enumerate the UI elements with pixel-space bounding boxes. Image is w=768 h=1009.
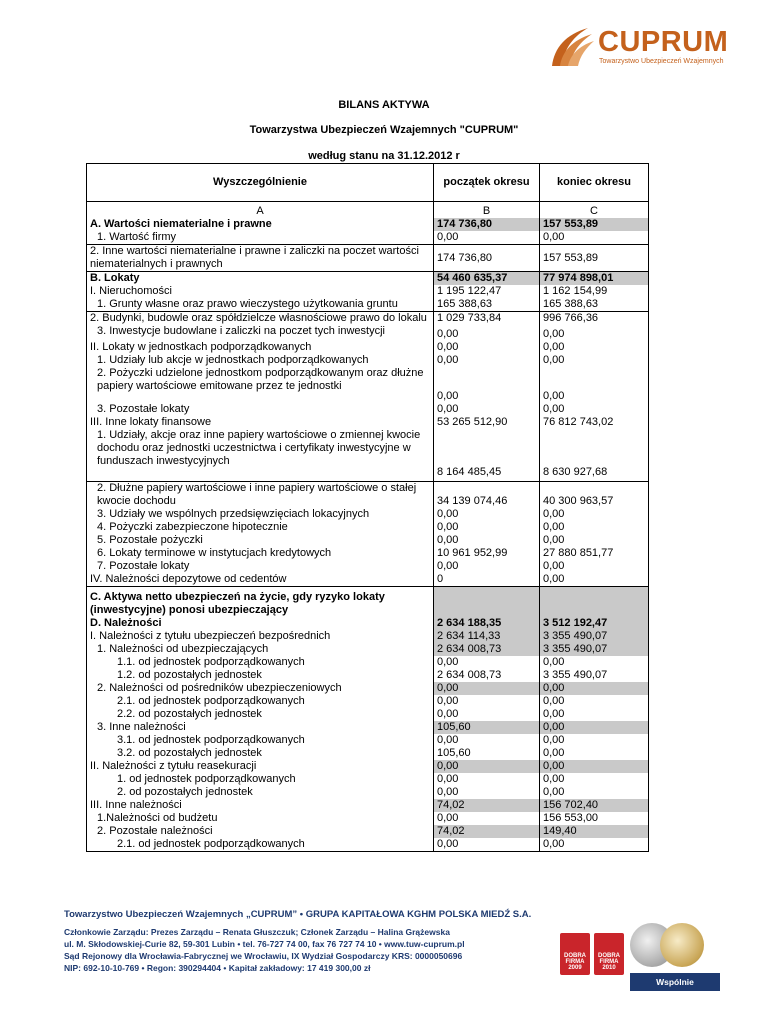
row-end: 0,00: [540, 773, 649, 786]
row-start: 0,00: [434, 682, 540, 695]
table-row: [87, 547, 649, 560]
row-label: 3.1. od jednostek podporządkowanych: [87, 734, 434, 747]
balance-table: [86, 163, 649, 852]
row-label: 1. Udziały, akcje oraz inne papiery wartościowe o zmiennej kwocie dochodu oraz jednostki uczestnictwa i certyfikaty inwestycyjne w funduszach inwestycyjnych: [87, 429, 434, 481]
row-start: 2 634 008,73: [434, 669, 540, 682]
row-end: 0,00: [540, 560, 649, 573]
row-start: 105,60: [434, 747, 540, 760]
row-label: 2.2. od pozostałych jednostek: [87, 708, 434, 721]
row-end: 8 630 927,68: [540, 429, 649, 481]
row-label: I. Nieruchomości: [87, 285, 434, 298]
row-end: 157 553,89: [540, 218, 649, 231]
document-title: BILANS AKTYWA: [338, 99, 430, 111]
row-start: 0,00: [434, 695, 540, 708]
table-row: [87, 799, 649, 812]
table-row: [87, 669, 649, 682]
table-header-row: [87, 164, 649, 202]
table-row: [87, 325, 649, 341]
dobra-firma-badge-icon: DOBRA FIRMA 2009: [560, 933, 590, 975]
table-row: [87, 630, 649, 643]
row-end: 0,00: [540, 403, 649, 416]
row-end: 149,40: [540, 825, 649, 838]
row-label: 2. Pozostałe należności: [87, 825, 434, 838]
row-start: 0,00: [434, 354, 540, 367]
row-label: II. Należności z tytułu reasekuracji: [87, 760, 434, 773]
row-label: 2. Dłużne papiery wartościowe i inne papiery wartościowe o stałej kwocie dochodu: [87, 481, 434, 508]
row-start: 0,00: [434, 656, 540, 669]
dobra-firma-badge-icon: DOBRA FIRMA 2010: [594, 933, 624, 975]
header-end: koniec okresu: [540, 164, 649, 202]
table-row: [87, 747, 649, 760]
table-row: [87, 656, 649, 669]
gold-medal-icon: [660, 923, 704, 967]
row-start: 54 460 635,37: [434, 272, 540, 286]
table-row: [87, 643, 649, 656]
row-start: 105,60: [434, 721, 540, 734]
row-label: 5. Pozostałe pożyczki: [87, 534, 434, 547]
row-end: 0,00: [540, 838, 649, 852]
table-row: [87, 367, 649, 403]
row-end: 0,00: [540, 354, 649, 367]
table-row: [87, 231, 649, 245]
row-label: 2. Pożyczki udzielone jednostkom podporządkowanym oraz dłużne papiery wartościowe emitowane przez te jednostki: [87, 367, 434, 403]
table-row: [87, 481, 649, 508]
row-label: 4. Pożyczki zabezpieczone hipotecznie: [87, 521, 434, 534]
header-description: Wyszczególnienie: [87, 164, 434, 202]
row-label: IV. Należności depozytowe od cedentów: [87, 573, 434, 587]
row-end: 0,00: [540, 367, 649, 403]
footer-company-line: Towarzystwo Ubezpieczeń Wzajemnych „CUPRUM” • GRUPA KAPITAŁOWA KGHM POLSKA MIEDŹ S.A.: [64, 909, 532, 920]
table-row: [87, 586, 649, 617]
row-label: III. Inne należności: [87, 799, 434, 812]
row-start: 0,00: [434, 760, 540, 773]
row-end: 0,00: [540, 708, 649, 721]
table-row: [87, 534, 649, 547]
row-start: 8 164 485,45: [434, 429, 540, 481]
row-end: 0,00: [540, 231, 649, 245]
row-end: 3 355 490,07: [540, 643, 649, 656]
row-start: 74,02: [434, 825, 540, 838]
row-label: 1.1. od jednostek podporządkowanych: [87, 656, 434, 669]
row-end: 0,00: [540, 325, 649, 341]
row-end: 1 162 154,99: [540, 285, 649, 298]
row-label: 1.Należności od budżetu: [87, 812, 434, 825]
row-label: 1. od jednostek podporządkowanych: [87, 773, 434, 786]
row-label: C. Aktywa netto ubezpieczeń na życie, gdy ryzyko lokaty (inwestycyjne) ponosi ubezpieczający: [87, 586, 434, 617]
table-row: [87, 521, 649, 534]
row-label: 1. Należności od ubezpieczających: [87, 643, 434, 656]
page-footer: [0, 905, 768, 1005]
row-start: 0,00: [434, 734, 540, 747]
row-end: 0,00: [540, 656, 649, 669]
row-end: 0,00: [540, 521, 649, 534]
row-end: 165 388,63: [540, 298, 649, 312]
table-row: [87, 403, 649, 416]
row-start: 74,02: [434, 799, 540, 812]
row-start: 165 388,63: [434, 298, 540, 312]
row-label: 7. Pozostałe lokaty: [87, 560, 434, 573]
row-label: I. Należności z tytułu ubezpieczeń bezpośrednich: [87, 630, 434, 643]
table-row: [87, 838, 649, 852]
row-start: 0: [434, 573, 540, 587]
row-start: 0,00: [434, 534, 540, 547]
row-end: 40 300 963,57: [540, 481, 649, 508]
footer-court-line: Sąd Rejonowy dla Wrocławia-Fabrycznej we Wrocławiu, IX Wydział Gospodarczy KRS: 0000050696: [64, 951, 463, 961]
row-end: 996 766,36: [540, 312, 649, 326]
row-start: 2 634 188,35: [434, 617, 540, 630]
row-label: B. Lokaty: [87, 272, 434, 286]
row-end: 0,00: [540, 734, 649, 747]
row-end: 0,00: [540, 747, 649, 760]
row-start: 1 195 122,47: [434, 285, 540, 298]
row-label: 2. od pozostałych jednostek: [87, 786, 434, 799]
company-title: Towarzystwa Ubezpieczeń Wzajemnych "CUPRUM": [249, 124, 519, 136]
logo-subtitle: Towarzystwo Ubezpieczeń Wzajemnych: [599, 58, 724, 65]
table-row: [87, 298, 649, 312]
row-start: 174 736,80: [434, 218, 540, 231]
row-end: 0,00: [540, 508, 649, 521]
row-start: 2 634 114,33: [434, 630, 540, 643]
row-start: 0,00: [434, 367, 540, 403]
row-start: 0,00: [434, 325, 540, 341]
table-row: [87, 429, 649, 481]
footer-board-line: Członkowie Zarządu: Prezes Zarządu – Renata Głuszczuk; Członek Zarządu – Halina Grążewska: [64, 927, 450, 937]
row-start: 0,00: [434, 838, 540, 852]
row-start: 0,00: [434, 708, 540, 721]
row-end: 3 512 192,47: [540, 617, 649, 630]
row-start: 0,00: [434, 403, 540, 416]
row-start: 0,00: [434, 521, 540, 534]
row-end: 0,00: [540, 760, 649, 773]
row-label: 1. Grunty własne oraz prawo wieczystego użytkowania gruntu: [87, 298, 434, 312]
column-letters-row: [87, 202, 649, 219]
row-start: 0,00: [434, 773, 540, 786]
letter-b: B: [434, 202, 540, 219]
table-row: [87, 695, 649, 708]
footer-address-line: ul. M. Skłodowskiej-Curie 82, 59-301 Lubin • tel. 76-727 74 00, fax 76 727 74 10 • www.tuw-cuprum.pl: [64, 939, 465, 949]
letter-c: C: [540, 202, 649, 219]
row-start: 34 139 074,46: [434, 481, 540, 508]
row-start: 0,00: [434, 560, 540, 573]
row-end: 0,00: [540, 721, 649, 734]
row-label: 3.2. od pozostałych jednostek: [87, 747, 434, 760]
row-end: 156 553,00: [540, 812, 649, 825]
row-label: 3. Udziały we wspólnych przedsięwzięciach lokacyjnych: [87, 508, 434, 521]
row-label: D. Należności: [87, 617, 434, 630]
table-row: [87, 508, 649, 521]
row-label: A. Wartości niematerialne i prawne: [87, 218, 434, 231]
row-end: 0,00: [540, 695, 649, 708]
row-start: 0,00: [434, 341, 540, 354]
logo-name: CUPRUM: [598, 26, 729, 58]
row-end: 157 553,89: [540, 245, 649, 272]
table-row: [87, 341, 649, 354]
row-label: III. Inne lokaty finansowe: [87, 416, 434, 429]
row-label: 2.1. od jednostek podporządkowanych: [87, 695, 434, 708]
row-label: 1.2. od pozostałych jednostek: [87, 669, 434, 682]
row-label: 2.1. od jednostek podporządkowanych: [87, 838, 434, 852]
row-end: 156 702,40: [540, 799, 649, 812]
table-row: [87, 760, 649, 773]
row-start: 10 961 952,99: [434, 547, 540, 560]
row-label: 3. Pozostałe lokaty: [87, 403, 434, 416]
table-row: [87, 245, 649, 272]
table-row: [87, 218, 649, 231]
table-row: [87, 825, 649, 838]
table-row: [87, 560, 649, 573]
row-end: 0,00: [540, 682, 649, 695]
table-row: [87, 734, 649, 747]
row-end: 76 812 743,02: [540, 416, 649, 429]
row-start: 53 265 512,90: [434, 416, 540, 429]
row-label: II. Lokaty w jednostkach podporządkowanych: [87, 341, 434, 354]
row-end: 77 974 898,01: [540, 272, 649, 286]
row-start: [434, 586, 540, 617]
table-row: [87, 682, 649, 695]
row-end: 0,00: [540, 573, 649, 587]
company-logo: [548, 22, 728, 72]
table-row: [87, 786, 649, 799]
row-label: 1. Wartość firmy: [87, 231, 434, 245]
row-start: 1 029 733,84: [434, 312, 540, 326]
cuprum-swoosh-icon: [548, 22, 598, 70]
footer-tax-line: NIP: 692-10-10-769 • Regon: 390294404 • Kapitał zakładowy: 17 419 300,00 zł: [64, 963, 371, 973]
row-end: 27 880 851,77: [540, 547, 649, 560]
slogan-banner: Wspólnie Bezpieczniej: [630, 973, 720, 991]
row-label: 2. Należności od pośredników ubezpieczeniowych: [87, 682, 434, 695]
table-row: [87, 573, 649, 587]
row-label: 3. Inne należności: [87, 721, 434, 734]
row-label: 6. Lokaty terminowe w instytucjach kredytowych: [87, 547, 434, 560]
row-start: 0,00: [434, 231, 540, 245]
table-row: [87, 312, 649, 326]
row-start: 2 634 008,73: [434, 643, 540, 656]
table-row: [87, 285, 649, 298]
row-end: 0,00: [540, 786, 649, 799]
letter-a: A: [87, 202, 434, 219]
row-end: [540, 586, 649, 617]
table-row: [87, 812, 649, 825]
row-start: 0,00: [434, 508, 540, 521]
row-label: 3. Inwestycje budowlane i zaliczki na poczet tych inwestycji: [87, 325, 434, 341]
date-title: według stanu na 31.12.2012 r: [308, 150, 460, 162]
table-row: [87, 354, 649, 367]
table-row: [87, 272, 649, 286]
header-start: początek okresu: [434, 164, 540, 202]
table-row: [87, 416, 649, 429]
row-start: 174 736,80: [434, 245, 540, 272]
row-label: 1. Udziały lub akcje w jednostkach podporządkowanych: [87, 354, 434, 367]
table-row: [87, 773, 649, 786]
row-end: 3 355 490,07: [540, 669, 649, 682]
row-end: 0,00: [540, 534, 649, 547]
row-end: 0,00: [540, 341, 649, 354]
row-end: 3 355 490,07: [540, 630, 649, 643]
row-start: 0,00: [434, 786, 540, 799]
row-label: 2. Budynki, budowle oraz spółdzielcze własnościowe prawo do lokalu: [87, 312, 434, 326]
table-row: [87, 721, 649, 734]
row-start: 0,00: [434, 812, 540, 825]
table-row: [87, 708, 649, 721]
row-label: 2. Inne wartości niematerialne i prawne i zaliczki na poczet wartości niematerialnych i prawnych: [87, 245, 434, 272]
table-row: [87, 617, 649, 630]
